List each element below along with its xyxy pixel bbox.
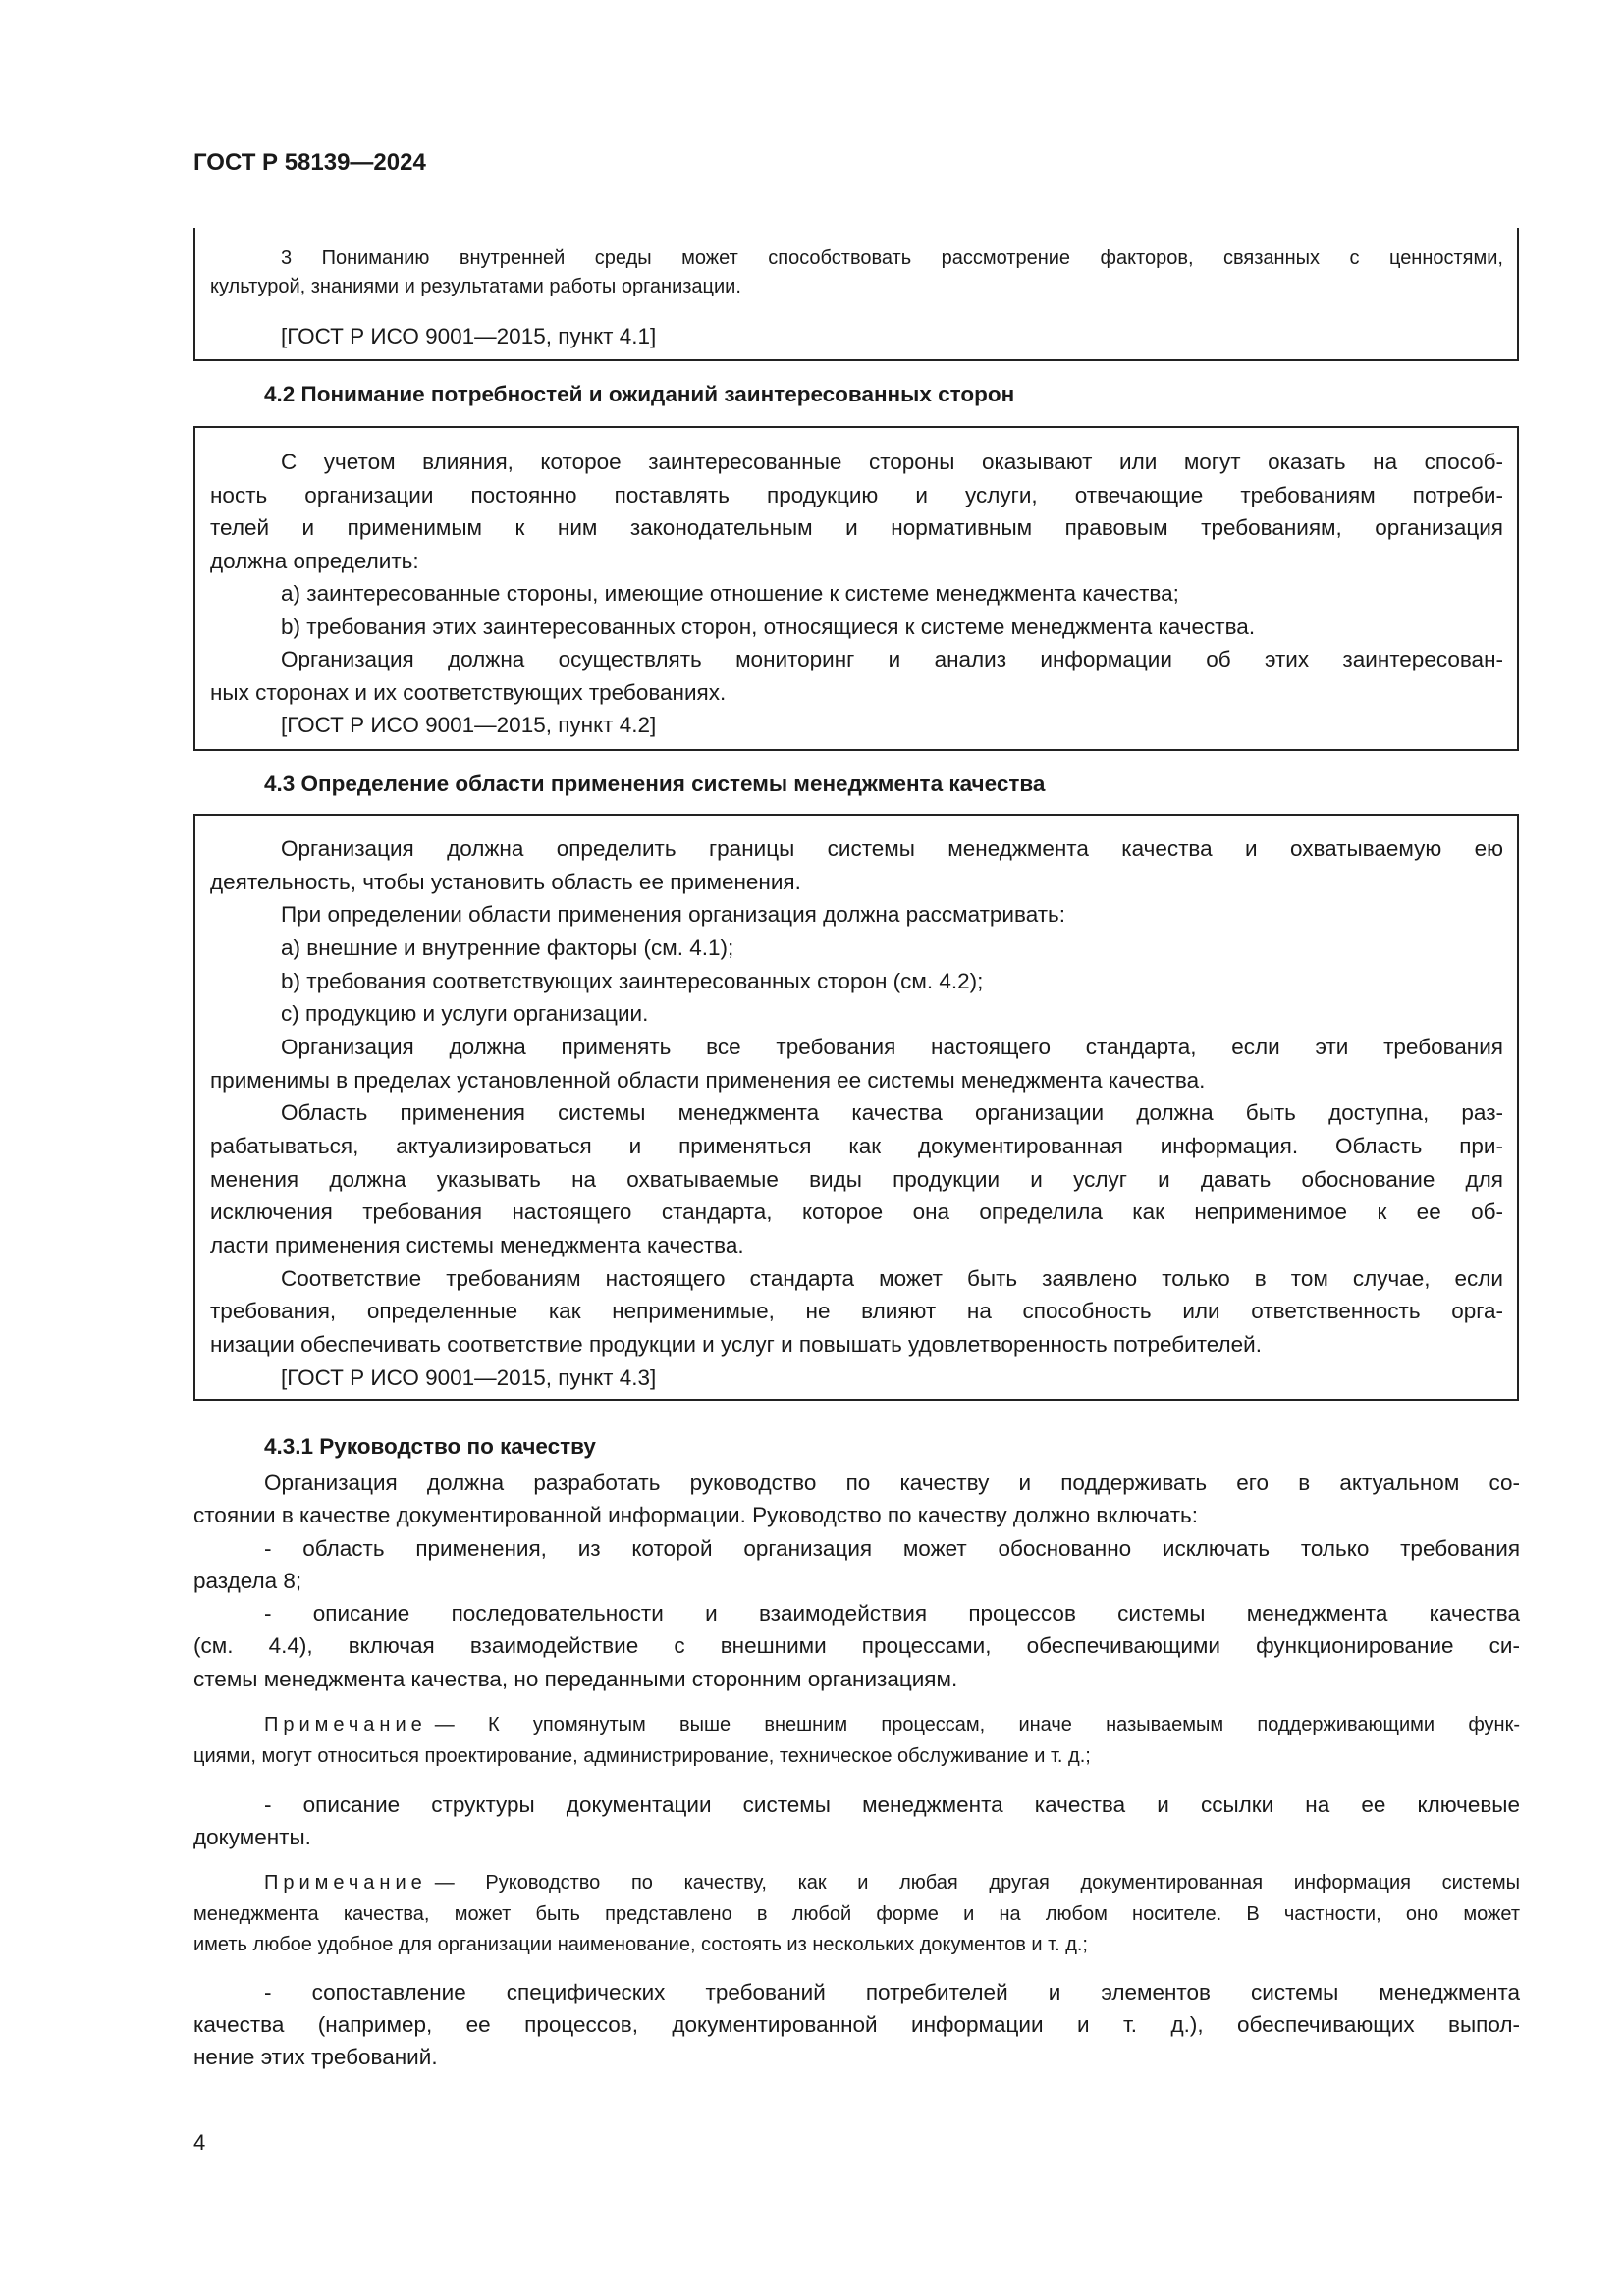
text-line: (см. 4.4), включая взаимодействие с внешними процессами, обеспечивающими функционирование си-	[193, 1633, 1520, 1659]
note-line: менеджмента качества, может быть представлено в любой форме и на любом носителе. В частности, оно может	[193, 1902, 1520, 1925]
heading-4-3: 4.3 Определение области применения системы менеджмента качества	[264, 772, 1046, 796]
text-line: - область применения, из которой организация может обоснованно исключать только требования	[264, 1535, 1520, 1561]
item-structure	[193, 1789, 1520, 1853]
text-line: [ГОСТ Р ИСО 9001—2015, пункт 4.2]	[281, 713, 657, 737]
text-line: 3 Пониманию внутренней среды может способствовать рассмотрение факторов, связанных с ценностями,	[281, 247, 1503, 269]
note-2	[193, 1868, 1520, 1961]
document-header: ГОСТ Р 58139—2024	[193, 149, 426, 176]
text-line: стоянии в качестве документированной информации. Руководство по качеству должно включать:	[193, 1503, 1199, 1528]
section-4-3-1-text	[193, 1467, 1520, 1695]
text-line: ласти применения системы менеджмента качества.	[210, 1232, 744, 1257]
text-line: - описание структуры документации системы менеджмента качества и ссылки на ее ключевые	[264, 1792, 1520, 1817]
text-line: a) заинтересованные стороны, имеющие отношение к системе менеджмента качества;	[281, 581, 1179, 606]
text-line: нение этих требований.	[193, 2045, 438, 2069]
note-line	[193, 1709, 1520, 1740]
text-line: деятельность, чтобы установить область ее применения.	[210, 869, 801, 894]
text-line: низации обеспечивать соответствие продукции и услуг и повышать удовлетворенность потребителей.	[210, 1331, 1262, 1357]
page-number: 4	[193, 2130, 206, 2155]
text-line: раздела 8;	[193, 1568, 302, 1593]
note-1	[193, 1709, 1520, 1772]
note-line: иметь любое удобное для организации наименование, состоять из нескольких документов и т. д.;	[193, 1934, 1088, 1956]
text-line: телей и применимым к ним законодательным и нормативным правовым требованиям, организация	[210, 515, 1503, 540]
note-3	[210, 244, 1503, 301]
note-text: — К упомянутым выше внешним процессам, иначе называемым поддерживающими функ-	[434, 1714, 1520, 1735]
text-line: a) внешние и внутренние факторы (см. 4.1);	[281, 934, 734, 960]
text-line: При определении области применения организация должна рассматривать:	[281, 902, 1065, 928]
text-line: стемы менеджмента качества, но переданными сторонним организациям.	[193, 1666, 958, 1691]
text-line: должна определить:	[210, 548, 419, 573]
text-line: Соответствие требованиям настоящего стандарта может быть заявлено только в том случае, если	[281, 1265, 1503, 1291]
text-line: b) требования этих заинтересованных сторон, относящиеся к системе менеджмента качества.	[281, 614, 1256, 639]
text-line: ность организации постоянно поставлять продукцию и услуги, отвечающие требованиям потреби-	[210, 482, 1503, 507]
text-line: - описание последовательности и взаимодействия процессов системы менеджмента качества	[264, 1601, 1520, 1627]
text-line: требования, определенные как неприменимые, не влияют на способность или ответственность орга-	[210, 1299, 1503, 1324]
text-line: культурой, знаниями и результатами работы организации.	[210, 276, 741, 297]
citation: [ГОСТ Р ИСО 9001—2015, пункт 4.1]	[281, 324, 657, 348]
text-line: менения должна указывать на охватываемые виды продукции и услуг и давать обоснование для	[210, 1166, 1503, 1192]
text-line: С учетом влияния, которое заинтересованные стороны оказывают или могут оказать на способ-	[281, 450, 1503, 474]
text-line: качества (например, ее процессов, документированной информации и т. д.), обеспечивающих выпол-	[193, 2012, 1520, 2037]
heading-4-2: 4.2 Понимание потребностей и ожиданий заинтересованных сторон	[264, 382, 1015, 406]
note-label: Примечание	[264, 1714, 427, 1735]
note-line: циями, могут относиться проектирование, администрирование, техническое обслуживание и т. д.;	[193, 1745, 1091, 1767]
text-line: исключения требования настоящего стандарта, которое она определила как неприменимое к ее об-	[210, 1200, 1503, 1225]
text-line: рабатываться, актуализироваться и применяться как документированная информация. Область при-	[210, 1133, 1503, 1158]
citation-4-1	[210, 320, 1503, 353]
note-text: — Руководство по качеству, как и любая другая документированная информация системы	[434, 1872, 1520, 1894]
text-line: Область применения системы менеджмента качества организации должна быть доступна, раз-	[281, 1100, 1503, 1126]
text-line: b) требования соответствующих заинтересованных сторон (см. 4.2);	[281, 968, 984, 993]
text-line: Организация должна осуществлять мониторинг и анализ информации об этих заинтересован-	[281, 647, 1503, 671]
text-line: применимы в пределах установленной области применения ее системы менеджмента качества.	[210, 1067, 1206, 1093]
section-4-2-text	[210, 446, 1503, 742]
text-line: Организация должна определить границы системы менеджмента качества и охватываемую ею	[281, 836, 1503, 861]
text-line: Организация должна разработать руководство по качеству и поддерживать его в актуальном со-	[264, 1470, 1520, 1495]
heading-4-3-1: 4.3.1 Руководство по качеству	[264, 1434, 596, 1459]
text-line: c) продукцию и услуги организации.	[281, 1001, 649, 1027]
item-mapping	[193, 1976, 1520, 2073]
section-4-3-text	[210, 832, 1503, 1394]
text-line: документы.	[193, 1825, 311, 1849]
text-line: Организация должна применять все требования настоящего стандарта, если эти требования	[281, 1034, 1503, 1059]
text-line: - сопоставление специфических требований потребителей и элементов системы менеджмента	[264, 1980, 1520, 2004]
text-line: [ГОСТ Р ИСО 9001—2015, пункт 4.3]	[281, 1364, 657, 1390]
note-line	[193, 1868, 1520, 1899]
note-label: Примечание	[264, 1872, 427, 1894]
text-line: ных сторонах и их соответствующих требованиях.	[210, 679, 727, 705]
